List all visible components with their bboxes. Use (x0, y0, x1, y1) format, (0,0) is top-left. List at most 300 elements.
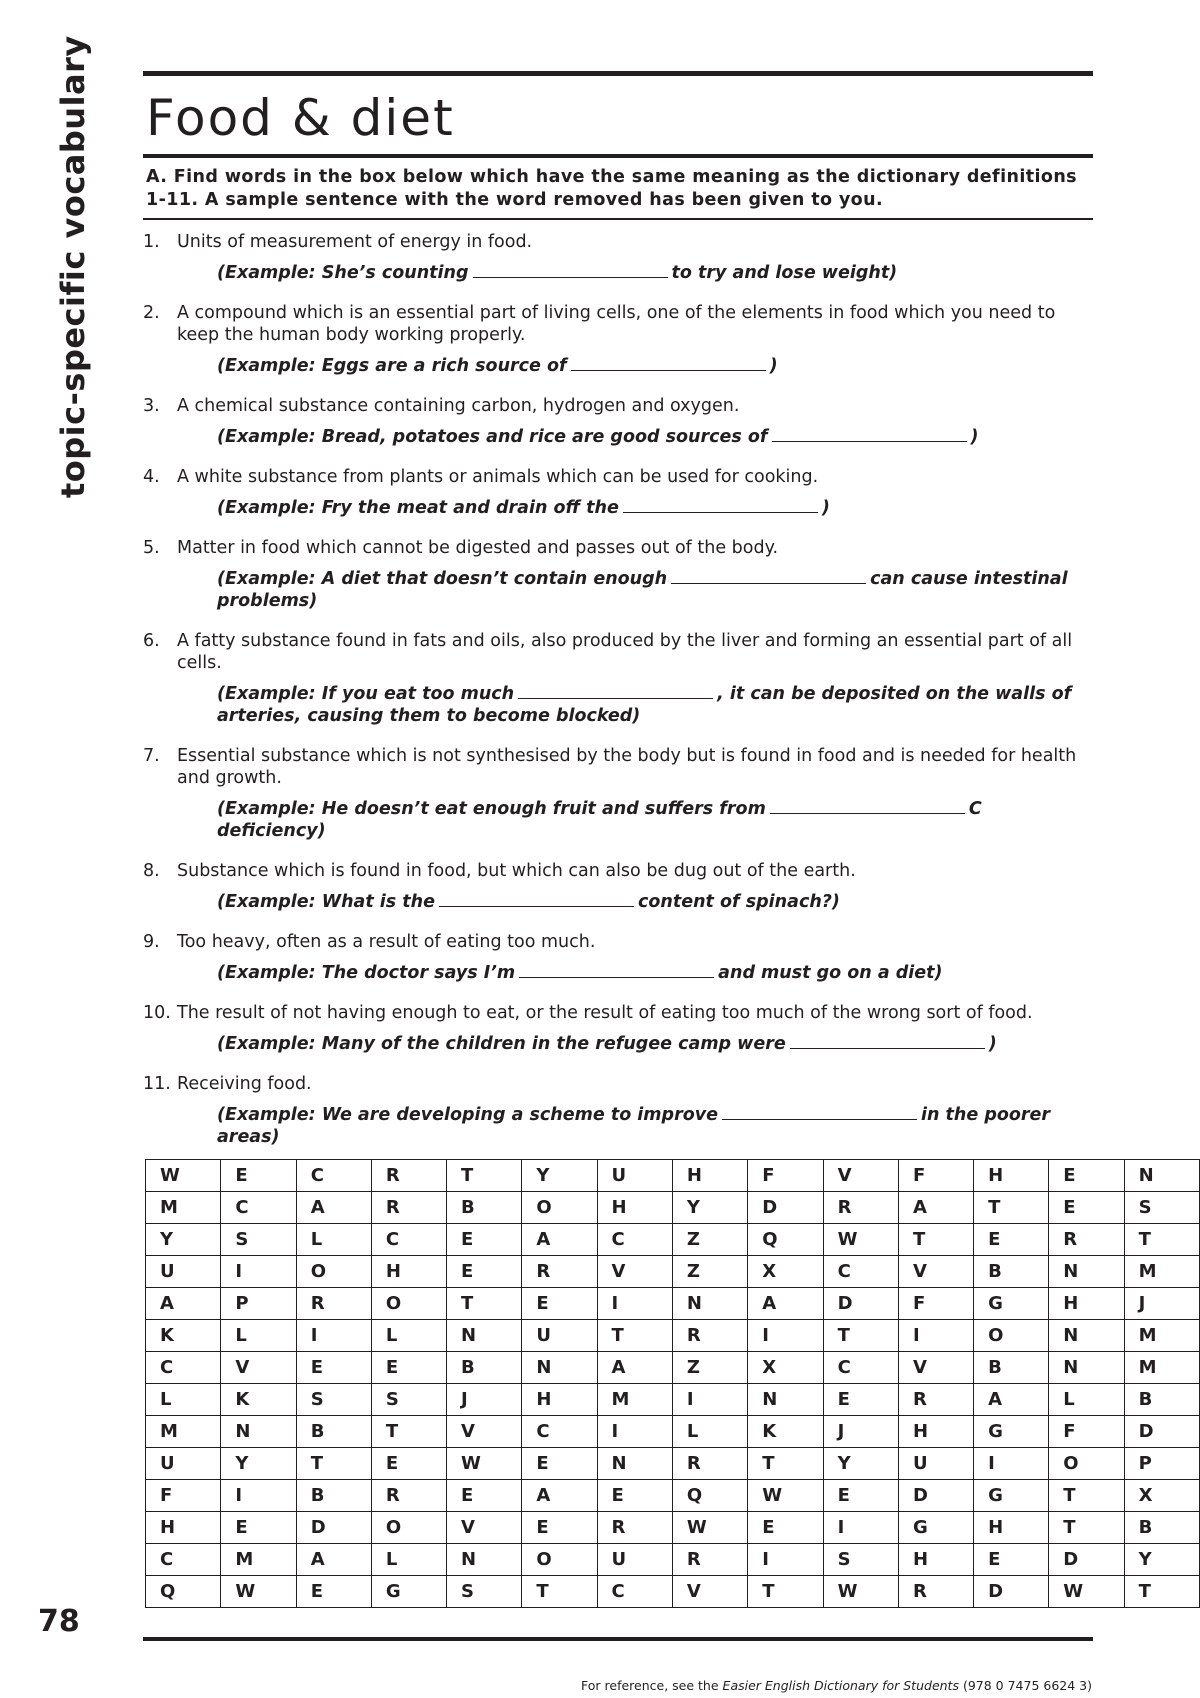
instructions-rule (143, 218, 1093, 220)
grid-cell: N (748, 1384, 823, 1416)
grid-cell: Y (672, 1192, 747, 1224)
question-number: 10. (143, 1003, 171, 1023)
question-number: 3. (143, 396, 160, 416)
grid-cell: I (221, 1480, 296, 1512)
question-example (217, 1032, 1093, 1055)
question-definition: A fatty substance found in fats and oils, also produced by the liver and forming an essential part of all cells. (177, 631, 1073, 673)
answer-blank[interactable] (519, 961, 714, 978)
question-number: 9. (143, 932, 160, 952)
grid-cell: S (371, 1384, 446, 1416)
question-example (217, 890, 1093, 913)
grid-cell: B (296, 1480, 371, 1512)
grid-cell: C (823, 1352, 898, 1384)
grid-cell: X (748, 1256, 823, 1288)
grid-cell: N (1049, 1352, 1124, 1384)
question-item (143, 630, 1093, 727)
grid-cell: T (1049, 1512, 1124, 1544)
grid-cell: R (371, 1160, 446, 1192)
grid-cell: U (146, 1448, 221, 1480)
bottom-rule (143, 1637, 1093, 1641)
grid-cell: H (974, 1160, 1049, 1192)
grid-cell: E (447, 1480, 522, 1512)
grid-cell: W (823, 1576, 898, 1608)
question-item (143, 231, 1093, 284)
answer-blank[interactable] (439, 890, 634, 907)
question-example (217, 496, 1093, 519)
grid-cell: R (823, 1192, 898, 1224)
grid-cell: K (146, 1320, 221, 1352)
footer-reference (581, 1678, 1092, 1693)
question-item (143, 931, 1093, 984)
grid-cell: O (522, 1192, 597, 1224)
grid-cell: A (899, 1192, 974, 1224)
grid-cell: W (748, 1480, 823, 1512)
grid-cell: E (1049, 1192, 1124, 1224)
example-before: (Example: Fry the meat and drain off the (217, 498, 619, 518)
grid-cell: D (899, 1480, 974, 1512)
grid-cell: Q (672, 1480, 747, 1512)
grid-cell: N (447, 1320, 522, 1352)
answer-blank[interactable] (473, 261, 668, 278)
grid-cell: L (221, 1320, 296, 1352)
grid-cell: E (371, 1448, 446, 1480)
grid-cell: B (447, 1192, 522, 1224)
question-item (143, 1002, 1093, 1055)
grid-cell: E (447, 1224, 522, 1256)
question-number: 6. (143, 631, 160, 651)
grid-cell: N (672, 1288, 747, 1320)
question-definition: Too heavy, often as a result of eating too much. (177, 932, 596, 952)
grid-cell: E (371, 1352, 446, 1384)
grid-cell: M (597, 1384, 672, 1416)
grid-cell: V (823, 1160, 898, 1192)
example-before: (Example: The doctor says I’m (217, 963, 516, 983)
grid-cell: I (823, 1512, 898, 1544)
grid-cell: E (1049, 1160, 1124, 1192)
answer-blank[interactable] (790, 1032, 985, 1049)
grid-cell: N (447, 1544, 522, 1576)
grid-cell: J (447, 1384, 522, 1416)
grid-cell: A (296, 1544, 371, 1576)
grid-row (146, 1512, 1200, 1544)
question-list (143, 231, 1093, 1166)
grid-cell: R (672, 1448, 747, 1480)
grid-cell: L (371, 1320, 446, 1352)
grid-cell: V (899, 1352, 974, 1384)
grid-cell: H (146, 1512, 221, 1544)
grid-cell: S (823, 1544, 898, 1576)
grid-cell: V (672, 1576, 747, 1608)
grid-cell: F (899, 1288, 974, 1320)
grid-cell: C (146, 1352, 221, 1384)
question-example (217, 1103, 1093, 1148)
grid-row (146, 1320, 1200, 1352)
grid-cell: E (447, 1256, 522, 1288)
grid-cell: I (672, 1384, 747, 1416)
word-search-box (145, 1159, 1200, 1608)
grid-cell: H (371, 1256, 446, 1288)
grid-cell: T (1124, 1576, 1199, 1608)
instructions: A. Find words in the box below which have the same meaning as the dictionary definitions 1-11. A sample sentence with the word removed has been given to you. (146, 167, 1077, 210)
grid-cell: B (296, 1416, 371, 1448)
grid-cell: K (748, 1416, 823, 1448)
grid-cell: X (1124, 1480, 1199, 1512)
question-body (177, 931, 1093, 984)
grid-cell: E (823, 1480, 898, 1512)
example-before: (Example: If you eat too much (217, 684, 515, 704)
example-after: , it can be deposited on the walls of arteries, causing them to become blocked) (217, 684, 1072, 726)
grid-cell: I (597, 1416, 672, 1448)
question-body (177, 231, 1093, 284)
question-body (177, 1002, 1093, 1055)
word-search-grid (145, 1159, 1200, 1608)
grid-cell: S (1124, 1192, 1199, 1224)
answer-blank[interactable] (671, 567, 866, 584)
answer-blank[interactable] (722, 1103, 917, 1120)
grid-cell: Y (221, 1448, 296, 1480)
question-number: 11. (143, 1074, 171, 1094)
question-definition: Matter in food which cannot be digested and passes out of the body. (177, 538, 779, 558)
grid-cell: D (823, 1288, 898, 1320)
grid-cell: U (597, 1544, 672, 1576)
grid-cell: O (974, 1320, 1049, 1352)
grid-row (146, 1224, 1200, 1256)
grid-cell: U (522, 1320, 597, 1352)
footer-book-title: Easier English Dictionary for Students (722, 1678, 959, 1693)
grid-cell: E (296, 1352, 371, 1384)
example-after: ) (821, 498, 830, 518)
grid-cell: E (823, 1384, 898, 1416)
question-body (177, 630, 1093, 727)
grid-cell: M (1124, 1320, 1199, 1352)
grid-cell: T (447, 1288, 522, 1320)
question-item (143, 395, 1093, 448)
grid-cell: T (1124, 1224, 1199, 1256)
question-body (177, 302, 1093, 377)
grid-cell: N (522, 1352, 597, 1384)
example-after: to try and lose weight) (671, 263, 898, 283)
grid-cell: Y (823, 1448, 898, 1480)
grid-cell: R (672, 1544, 747, 1576)
grid-cell: N (221, 1416, 296, 1448)
answer-blank[interactable] (518, 682, 713, 699)
grid-cell: O (1049, 1448, 1124, 1480)
example-before: (Example: We are developing a scheme to improve (217, 1105, 718, 1125)
grid-cell: S (447, 1576, 522, 1608)
footer-isbn: (978 0 7475 6624 3) (962, 1678, 1092, 1693)
grid-cell: B (447, 1352, 522, 1384)
grid-cell: T (823, 1320, 898, 1352)
grid-cell: W (823, 1224, 898, 1256)
grid-row (146, 1352, 1200, 1384)
grid-cell: C (296, 1160, 371, 1192)
grid-cell: T (748, 1576, 823, 1608)
grid-cell: S (221, 1224, 296, 1256)
grid-cell: Q (748, 1224, 823, 1256)
answer-blank[interactable] (770, 797, 965, 814)
grid-cell: Z (672, 1224, 747, 1256)
answer-blank[interactable] (571, 354, 766, 371)
grid-cell: G (974, 1480, 1049, 1512)
question-example (217, 682, 1093, 727)
grid-cell: H (899, 1544, 974, 1576)
grid-cell: H (672, 1160, 747, 1192)
grid-cell: B (1124, 1512, 1199, 1544)
grid-cell: T (296, 1448, 371, 1480)
question-item (143, 860, 1093, 913)
grid-cell: N (1049, 1256, 1124, 1288)
grid-cell: I (748, 1544, 823, 1576)
example-after: ) (988, 1034, 997, 1054)
grid-cell: C (823, 1256, 898, 1288)
example-before: (Example: A diet that doesn’t contain enough (217, 569, 668, 589)
grid-cell: H (974, 1512, 1049, 1544)
answer-blank[interactable] (772, 425, 967, 442)
grid-cell: E (221, 1160, 296, 1192)
grid-cell: V (597, 1256, 672, 1288)
grid-cell: W (672, 1512, 747, 1544)
grid-cell: E (522, 1288, 597, 1320)
grid-cell: M (1124, 1352, 1199, 1384)
grid-cell: A (296, 1192, 371, 1224)
grid-cell: J (823, 1416, 898, 1448)
grid-cell: B (974, 1352, 1049, 1384)
grid-row (146, 1256, 1200, 1288)
grid-cell: R (371, 1480, 446, 1512)
grid-cell: A (522, 1480, 597, 1512)
grid-cell: I (597, 1288, 672, 1320)
grid-cell: I (899, 1320, 974, 1352)
grid-cell: E (974, 1544, 1049, 1576)
grid-cell: A (597, 1352, 672, 1384)
question-definition: The result of not having enough to eat, or the result of eating too much of the wrong sort of food. (177, 1003, 1033, 1023)
grid-cell: A (974, 1384, 1049, 1416)
page-number: 78 (38, 1604, 80, 1639)
grid-cell: F (748, 1160, 823, 1192)
grid-cell: M (221, 1544, 296, 1576)
question-item (143, 1073, 1093, 1148)
grid-row (146, 1384, 1200, 1416)
grid-row (146, 1288, 1200, 1320)
grid-cell: Z (672, 1256, 747, 1288)
grid-cell: A (522, 1224, 597, 1256)
grid-cell: T (522, 1576, 597, 1608)
footer-text-before: For reference, see the (581, 1678, 719, 1693)
grid-cell: H (1049, 1288, 1124, 1320)
question-number: 8. (143, 861, 160, 881)
grid-cell: Y (1124, 1544, 1199, 1576)
grid-cell: X (748, 1352, 823, 1384)
example-before: (Example: Bread, potatoes and rice are good sources of (217, 427, 768, 447)
question-definition: A chemical substance containing carbon, hydrogen and oxygen. (177, 396, 740, 416)
grid-cell: H (899, 1416, 974, 1448)
grid-cell: P (1124, 1448, 1199, 1480)
grid-cell: R (371, 1192, 446, 1224)
grid-cell: Z (672, 1352, 747, 1384)
grid-cell: V (221, 1352, 296, 1384)
question-definition: A compound which is an essential part of living cells, one of the elements in food which you need to keep the human body working properly. (177, 303, 1056, 345)
grid-cell: D (296, 1512, 371, 1544)
grid-row (146, 1448, 1200, 1480)
grid-cell: H (522, 1384, 597, 1416)
grid-cell: T (371, 1416, 446, 1448)
grid-cell: N (597, 1448, 672, 1480)
grid-cell: H (597, 1192, 672, 1224)
question-number: 1. (143, 232, 160, 252)
grid-cell: R (522, 1256, 597, 1288)
grid-cell: R (1049, 1224, 1124, 1256)
grid-cell: I (748, 1320, 823, 1352)
question-number: 4. (143, 467, 160, 487)
grid-cell: D (748, 1192, 823, 1224)
grid-row (146, 1544, 1200, 1576)
answer-blank[interactable] (623, 496, 818, 513)
question-body (177, 745, 1093, 842)
grid-cell: C (522, 1416, 597, 1448)
grid-cell: T (597, 1320, 672, 1352)
example-before: (Example: She’s counting (217, 263, 469, 283)
grid-cell: C (371, 1224, 446, 1256)
grid-cell: R (296, 1288, 371, 1320)
grid-cell: T (1049, 1480, 1124, 1512)
grid-cell: I (974, 1448, 1049, 1480)
grid-cell: R (899, 1384, 974, 1416)
grid-cell: P (221, 1288, 296, 1320)
question-example (217, 261, 1093, 284)
question-body (177, 466, 1093, 519)
top-rule (143, 71, 1093, 76)
grid-cell: M (146, 1416, 221, 1448)
question-number: 2. (143, 303, 160, 323)
grid-cell: E (296, 1576, 371, 1608)
example-after: in the poorer areas) (217, 1105, 1051, 1147)
grid-cell: E (597, 1480, 672, 1512)
grid-cell: S (296, 1384, 371, 1416)
grid-row (146, 1480, 1200, 1512)
grid-cell: O (371, 1512, 446, 1544)
question-definition: Units of measurement of energy in food. (177, 232, 533, 252)
grid-cell: K (221, 1384, 296, 1416)
question-example (217, 797, 1093, 842)
grid-cell: C (597, 1576, 672, 1608)
grid-cell: Q (146, 1576, 221, 1608)
example-after: ) (769, 356, 778, 376)
grid-cell: N (1049, 1320, 1124, 1352)
grid-row (146, 1192, 1200, 1224)
grid-cell: L (296, 1224, 371, 1256)
grid-cell: O (296, 1256, 371, 1288)
example-after: and must go on a diet) (718, 963, 943, 983)
grid-cell: B (974, 1256, 1049, 1288)
grid-cell: G (371, 1576, 446, 1608)
question-body (177, 1073, 1093, 1148)
example-before: (Example: Eggs are a rich source of (217, 356, 567, 376)
question-definition: Substance which is found in food, but which can also be dug out of the earth. (177, 861, 856, 881)
grid-cell: J (1124, 1288, 1199, 1320)
question-item (143, 302, 1093, 377)
grid-row (146, 1576, 1200, 1608)
grid-cell: G (899, 1512, 974, 1544)
grid-cell: T (748, 1448, 823, 1480)
grid-cell: C (146, 1544, 221, 1576)
grid-cell: B (1124, 1384, 1199, 1416)
grid-cell: V (447, 1512, 522, 1544)
example-after: C deficiency) (217, 799, 982, 841)
grid-cell: C (597, 1224, 672, 1256)
grid-cell: F (1049, 1416, 1124, 1448)
grid-cell: E (522, 1512, 597, 1544)
grid-cell: N (1124, 1160, 1199, 1192)
grid-cell: O (522, 1544, 597, 1576)
grid-cell: V (447, 1416, 522, 1448)
question-definition: Receiving food. (177, 1074, 312, 1094)
question-example (217, 425, 1093, 448)
question-item (143, 745, 1093, 842)
example-after: ) (970, 427, 979, 447)
question-body (177, 395, 1093, 448)
grid-cell: I (296, 1320, 371, 1352)
grid-cell: L (672, 1416, 747, 1448)
grid-row (146, 1416, 1200, 1448)
question-body (177, 860, 1093, 913)
grid-cell: L (371, 1544, 446, 1576)
grid-cell: L (1049, 1384, 1124, 1416)
grid-cell: R (672, 1320, 747, 1352)
grid-cell: E (974, 1224, 1049, 1256)
section-side-label: topic-specific vocabulary (54, 35, 92, 498)
question-item (143, 466, 1093, 519)
grid-cell: Y (146, 1224, 221, 1256)
grid-cell: E (522, 1448, 597, 1480)
grid-cell: W (146, 1160, 221, 1192)
example-after: content of spinach?) (638, 892, 840, 912)
question-number: 5. (143, 538, 160, 558)
grid-cell: I (221, 1256, 296, 1288)
grid-cell: U (597, 1160, 672, 1192)
grid-cell: F (899, 1160, 974, 1192)
question-example (217, 567, 1093, 612)
grid-cell: D (1124, 1416, 1199, 1448)
grid-cell: R (597, 1512, 672, 1544)
grid-cell: W (1049, 1576, 1124, 1608)
grid-cell: T (974, 1192, 1049, 1224)
grid-cell: L (146, 1384, 221, 1416)
example-before: (Example: Many of the children in the refugee camp were (217, 1034, 786, 1054)
grid-cell: T (447, 1160, 522, 1192)
example-before: (Example: He doesn’t eat enough fruit and suffers from (217, 799, 766, 819)
grid-cell: M (1124, 1256, 1199, 1288)
grid-cell: U (899, 1448, 974, 1480)
page-title: Food & diet (146, 89, 455, 147)
grid-cell: G (974, 1416, 1049, 1448)
grid-cell: G (974, 1288, 1049, 1320)
grid-cell: D (974, 1576, 1049, 1608)
example-before: (Example: What is the (217, 892, 435, 912)
grid-cell: V (899, 1256, 974, 1288)
grid-cell: E (748, 1512, 823, 1544)
grid-cell: C (221, 1192, 296, 1224)
question-definition: Essential substance which is not synthesised by the body but is found in food and is needed for health and growth. (177, 746, 1077, 788)
question-body (177, 537, 1093, 612)
title-rule (143, 154, 1093, 158)
grid-row (146, 1160, 1200, 1192)
question-definition: A white substance from plants or animals which can be used for cooking. (177, 467, 819, 487)
grid-cell: W (221, 1576, 296, 1608)
grid-cell: W (447, 1448, 522, 1480)
question-item (143, 537, 1093, 612)
example-after: can cause intestinal problems) (217, 569, 1068, 611)
question-example (217, 961, 1093, 984)
